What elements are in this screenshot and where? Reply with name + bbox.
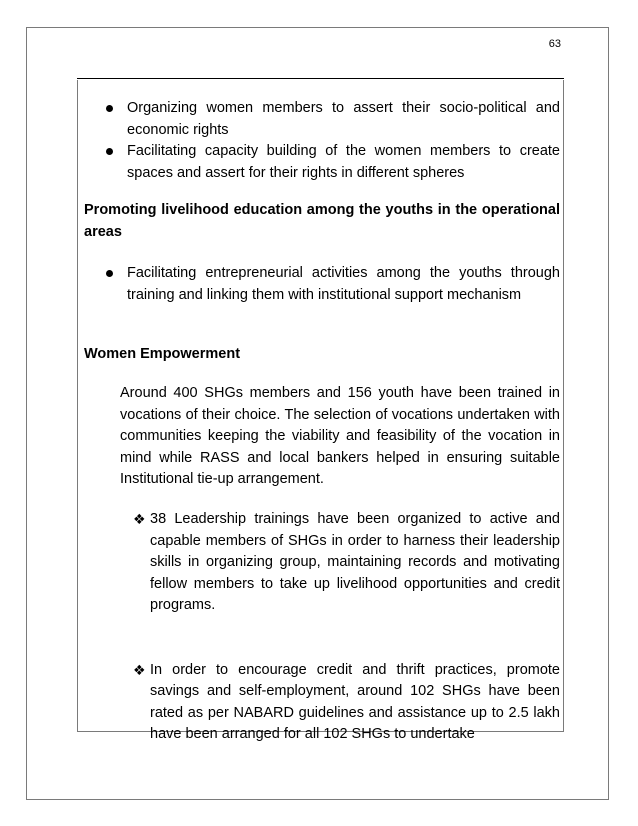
heading-women-empowerment: Women Empowerment [84,346,241,362]
content-box [77,80,564,742]
list-item [78,263,560,306]
top-rule [77,78,564,79]
list-item [78,141,560,184]
list-item-text: Organizing women members to assert their socio-political and economic rights [127,100,560,138]
bullet-list-top [78,98,560,184]
list-item-text: Facilitating capacity building of the women members to create spaces and assert for their rights in different spheres [127,143,560,181]
body-paragraph: Around 400 SHGs members and 156 youth have been trained in vocations of their choice. The selection of vocations undertaken with communities keeping the viability and feasibility of the vocation in mind while RASS and local bankers helped in ensuring suitable Institutional tie-up arrangement. [120,385,560,487]
list-item [78,98,560,141]
page-number: 63 [548,38,561,50]
diamond-bullet-icon: ❖ [133,511,146,527]
bullet-list-mid [78,263,560,306]
diamond-bullet-icon: ❖ [133,661,146,678]
list-item-text: 38 Leadership trainings have been organized to active and capable members of SHGs in order to harness their leadership skills in organizing group, maintaining records and motivating fellow members to take up livelihood opportunities and credit programs. [150,511,560,613]
list-item [78,509,560,617]
diamond-list [78,509,560,746]
list-item [78,660,560,746]
bullet-icon [106,105,113,112]
bullet-icon [106,148,113,155]
list-item-text: In order to encourage credit and thrift practices, promote savings and self-employment, around 102 SHGs have been rated as per NABARD guidelines and assistance up to 2.5 lakh have been arranged for all 102 SHGs to undertake [150,661,560,742]
list-item-text: Facilitating entrepreneurial activities among the youths through training and linking them with institutional support mechanism [127,265,560,303]
bullet-icon [106,270,113,277]
heading-livelihood: Promoting livelihood education among the youths in the operational areas [84,202,560,240]
